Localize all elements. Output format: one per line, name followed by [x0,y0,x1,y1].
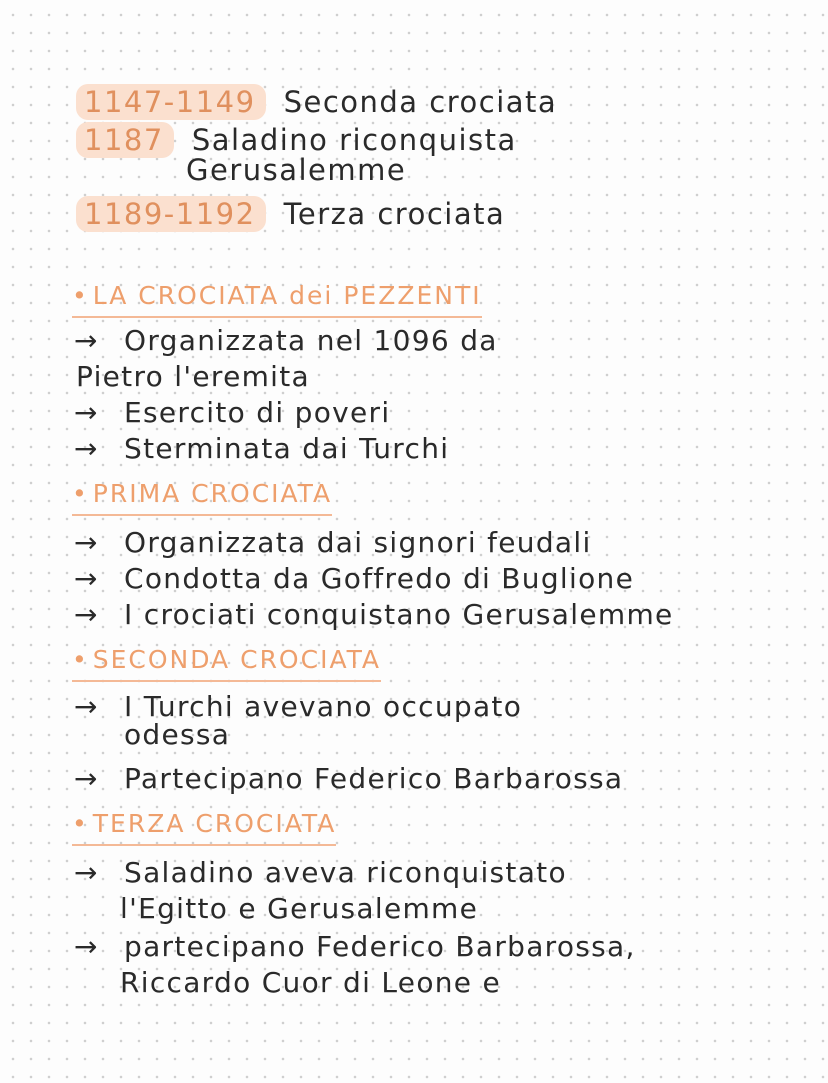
section-heading-text: LA CROCIATA dei PEZZENTI [92,281,482,310]
section-heading-text: SECONDA CROCIATA [92,645,382,674]
section-heading-text: PRIMA CROCIATA [92,479,333,508]
list-item [74,930,636,964]
arrow-icon: → [74,690,99,723]
bullet-icon: • [72,645,89,674]
list-item-continuation: l'Egitto e Gerusalemme [120,892,479,925]
list-item [74,432,449,466]
list-item [74,324,498,358]
timeline-event: Saladino riconquista [191,123,517,157]
bullet-icon: • [72,479,89,508]
bullet-icon: • [72,809,89,838]
arrow-icon: → [74,396,99,429]
list-item-text: partecipano Federico Barbarossa, [124,930,636,963]
list-item-continuation: Pietro l'eremita [76,360,310,393]
list-item-text: Partecipano Federico Barbarossa [124,762,624,795]
list-item [74,762,623,796]
list-item-text: I crociati conquistano Gerusalemme [124,598,674,631]
arrow-icon: → [74,526,99,559]
list-item [74,856,567,890]
arrow-icon: → [74,562,99,595]
section-heading-terza [72,808,336,846]
list-item-continuation: odessa [124,718,231,751]
list-item-text: Organizzata nel 1096 da [124,324,498,357]
timeline-event: Seconda crociata [283,85,558,119]
list-item-text: Condotta da Goffredo di Buglione [124,562,635,595]
arrow-icon: → [74,598,99,631]
list-item [74,396,390,430]
timeline-event: Terza crociata [283,197,506,231]
timeline-date: 1189-1192 [76,196,266,232]
section-heading-prima [72,478,332,516]
list-item-text: Saladino aveva riconquistato [124,856,567,889]
timeline-event-continuation: Gerusalemme [186,153,407,187]
timeline-date: 1147-1149 [76,84,266,120]
arrow-icon: → [74,856,99,889]
list-item [74,598,674,632]
arrow-icon: → [74,930,99,963]
arrow-icon: → [74,432,99,465]
timeline-row-3 [76,196,505,232]
list-item-text: Sterminata dai Turchi [124,432,450,465]
arrow-icon: → [74,324,99,357]
timeline-row-1 [76,84,557,120]
list-item-text: I Turchi avevano occupato [124,690,523,723]
list-item [74,526,592,560]
section-heading-seconda [72,644,381,682]
list-item-text: Esercito di poveri [124,396,391,429]
bullet-icon: • [72,281,89,310]
arrow-icon: → [74,762,99,795]
timeline-date: 1187 [76,122,174,158]
list-item-text: Organizzata dai signori feudali [124,526,592,559]
section-heading-text: TERZA CROCIATA [92,809,337,838]
list-item [74,562,634,596]
list-item-continuation: Riccardo Cuor di Leone e [120,966,502,999]
section-heading-pezzenti [72,280,482,318]
